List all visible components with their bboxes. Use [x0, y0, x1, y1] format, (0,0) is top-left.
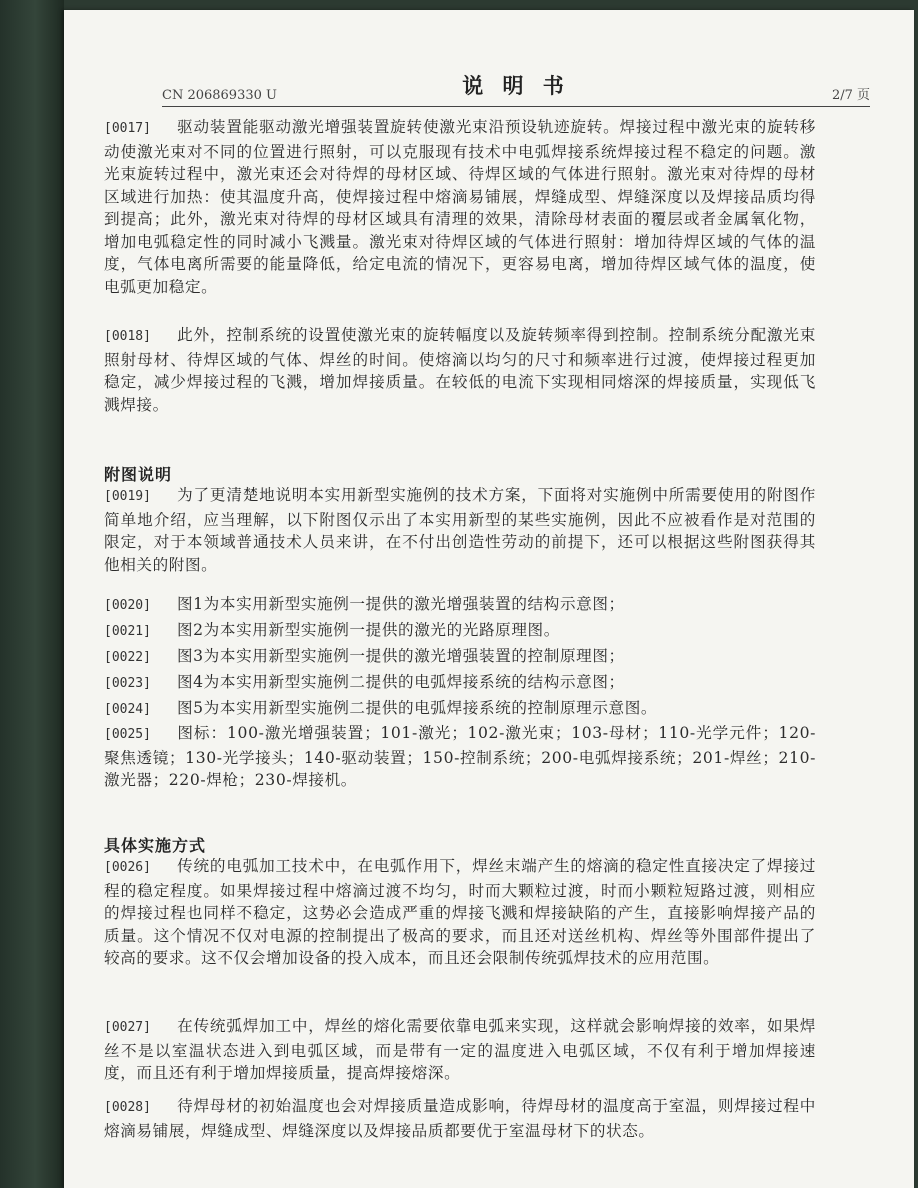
paragraph-number: [0028]: [104, 1100, 151, 1115]
paragraph-text: 图1为本实用新型实施例一提供的激光增强装置的结构示意图；: [176, 595, 625, 613]
paragraph-text: 图4为本实用新型实施例二提供的电弧焊接系统的结构示意图；: [176, 673, 625, 691]
paragraph-number: [0027]: [104, 1020, 151, 1035]
paragraph-0026: [104, 855, 816, 970]
paragraph-number: [0023]: [104, 676, 151, 691]
paragraph-number: [0019]: [104, 489, 151, 504]
paragraph-0019: [104, 484, 816, 576]
paragraph-0022: [104, 645, 816, 670]
paragraph-0025: [104, 722, 816, 792]
paragraph-0018: [104, 324, 816, 416]
patent-number: CN 206869330 U: [162, 88, 277, 103]
paragraph-0021: [104, 619, 816, 644]
paragraph-number: [0021]: [104, 624, 151, 639]
paragraph-text: 图5为本实用新型实施例二提供的电弧焊接系统的控制原理示意图。: [176, 699, 658, 717]
paragraph-text: 驱动装置能驱动激光增强装置旋转使激光束沿预设轨迹旋转。焊接过程中激光束的旋转移动使激光束对不同的位置进行照射，可以克服现有技术中电弧焊接系统焊接过程不稳定的问题。激光束旋转过程中，激光束还会对待焊的母材区域、待焊区域的气体进行照射。激光束对待焊的母材区域进行加热：使其温度升高，使焊接过程中熔滴易铺展，焊缝成型、焊缝深度以及焊接品质均得到提高；此外，激光束对待焊的母材区域具有清理的效果，清除母材表面的覆层或者金属氧化物，增加电弧稳定性的同时减小飞溅量。激光束对待焊区域的气体进行照射：增加待焊区域的气体的温度，气体电离所需要的能量降低，给定电流的情况下，更容易电离，增加待焊区域气体的温度，使电弧更加稳定。: [104, 118, 816, 296]
paragraph-0017: [104, 116, 816, 298]
section-heading-figures: 附图说明: [104, 465, 173, 484]
book-spine: [0, 0, 64, 1188]
paragraph-number: [0026]: [104, 860, 151, 875]
section-heading-embodiment: 具体实施方式: [104, 836, 207, 855]
paragraph-0028: [104, 1095, 816, 1142]
paragraph-0020: [104, 593, 816, 618]
paragraph-text: 在传统弧焊加工中，焊丝的熔化需要依靠电弧来实现，这样就会影响焊接的效率，如果焊丝不是以室温状态进入到电弧区域，而是带有一定的温度进入电弧区域，不仅有利于增加焊接速度，而且还有利于增加焊接质量，提高焊接熔深。: [104, 1017, 816, 1082]
page-number: 2/7 页: [831, 88, 870, 103]
page-header: [162, 72, 870, 107]
paragraph-number: [0017]: [104, 121, 151, 136]
paragraph-0023: [104, 671, 816, 696]
paragraph-text: 图标：100-激光增强装置；101-激光；102-激光束；103-母材；110-光学元件；120-聚焦透镜；130-光学接头；140-驱动装置；150-控制系统；200-电弧焊接系统；201-焊丝；210-激光器；220-焊枪；230-焊接机。: [104, 724, 816, 789]
paragraph-text: 为了更清楚地说明本实用新型实施例的技术方案，下面将对实施例中所需要使用的附图作简单地介绍，应当理解，以下附图仅示出了本实用新型的某些实施例，因此不应被看作是对范围的限定，对于本领域普通技术人员来讲，在不付出创造性劳动的前提下，还可以根据这些附图获得其他相关的附图。: [104, 486, 816, 574]
paragraph-text: 传统的电弧加工技术中，在电弧作用下，焊丝末端产生的熔滴的稳定性直接决定了焊接过程的稳定程度。如果焊接过程中熔滴过渡不均匀，时而大颗粒过渡，时而小颗粒短路过渡，则相应的焊接过程也同样不稳定，这势必会造成严重的焊接飞溅和焊接缺陷的产生，直接影响焊接产品的质量。这个情况不仅对电源的控制提出了极高的要求，而且还对送丝机构、焊丝等外围部件提出了较高的要求。这不仅会增加设备的投入成本，而且还会限制传统弧焊技术的应用范围。: [104, 857, 816, 967]
paragraph-number: [0022]: [104, 650, 151, 665]
paragraph-text: 待焊母材的初始温度也会对焊接质量造成影响，待焊母材的温度高于室温，则焊接过程中熔滴易铺展，焊缝成型、焊缝深度以及焊接品质都要优于室温母材下的状态。: [104, 1097, 816, 1140]
paragraph-number: [0025]: [104, 727, 151, 742]
paragraph-text: 图3为本实用新型实施例一提供的激光增强装置的控制原理图；: [176, 647, 625, 665]
paragraph-0024: [104, 697, 816, 722]
paragraph-0027: [104, 1015, 816, 1085]
paragraph-number: [0020]: [104, 598, 151, 613]
document-title: 说 明 书: [462, 73, 570, 98]
paragraph-number: [0024]: [104, 702, 151, 717]
paragraph-text: 图2为本实用新型实施例一提供的激光的光路原理图。: [176, 621, 560, 639]
paragraph-text: 此外，控制系统的设置使激光束的旋转幅度以及旋转频率得到控制。控制系统分配激光束照射母材、待焊区域的气体、焊丝的时间。使熔滴以均匀的尺寸和频率进行过渡，使焊接过程更加稳定，减少焊接过程的飞溅，增加焊接质量。在较低的电流下实现相同熔深的焊接质量，实现低飞溅焊接。: [104, 326, 816, 414]
paragraph-number: [0018]: [104, 329, 151, 344]
